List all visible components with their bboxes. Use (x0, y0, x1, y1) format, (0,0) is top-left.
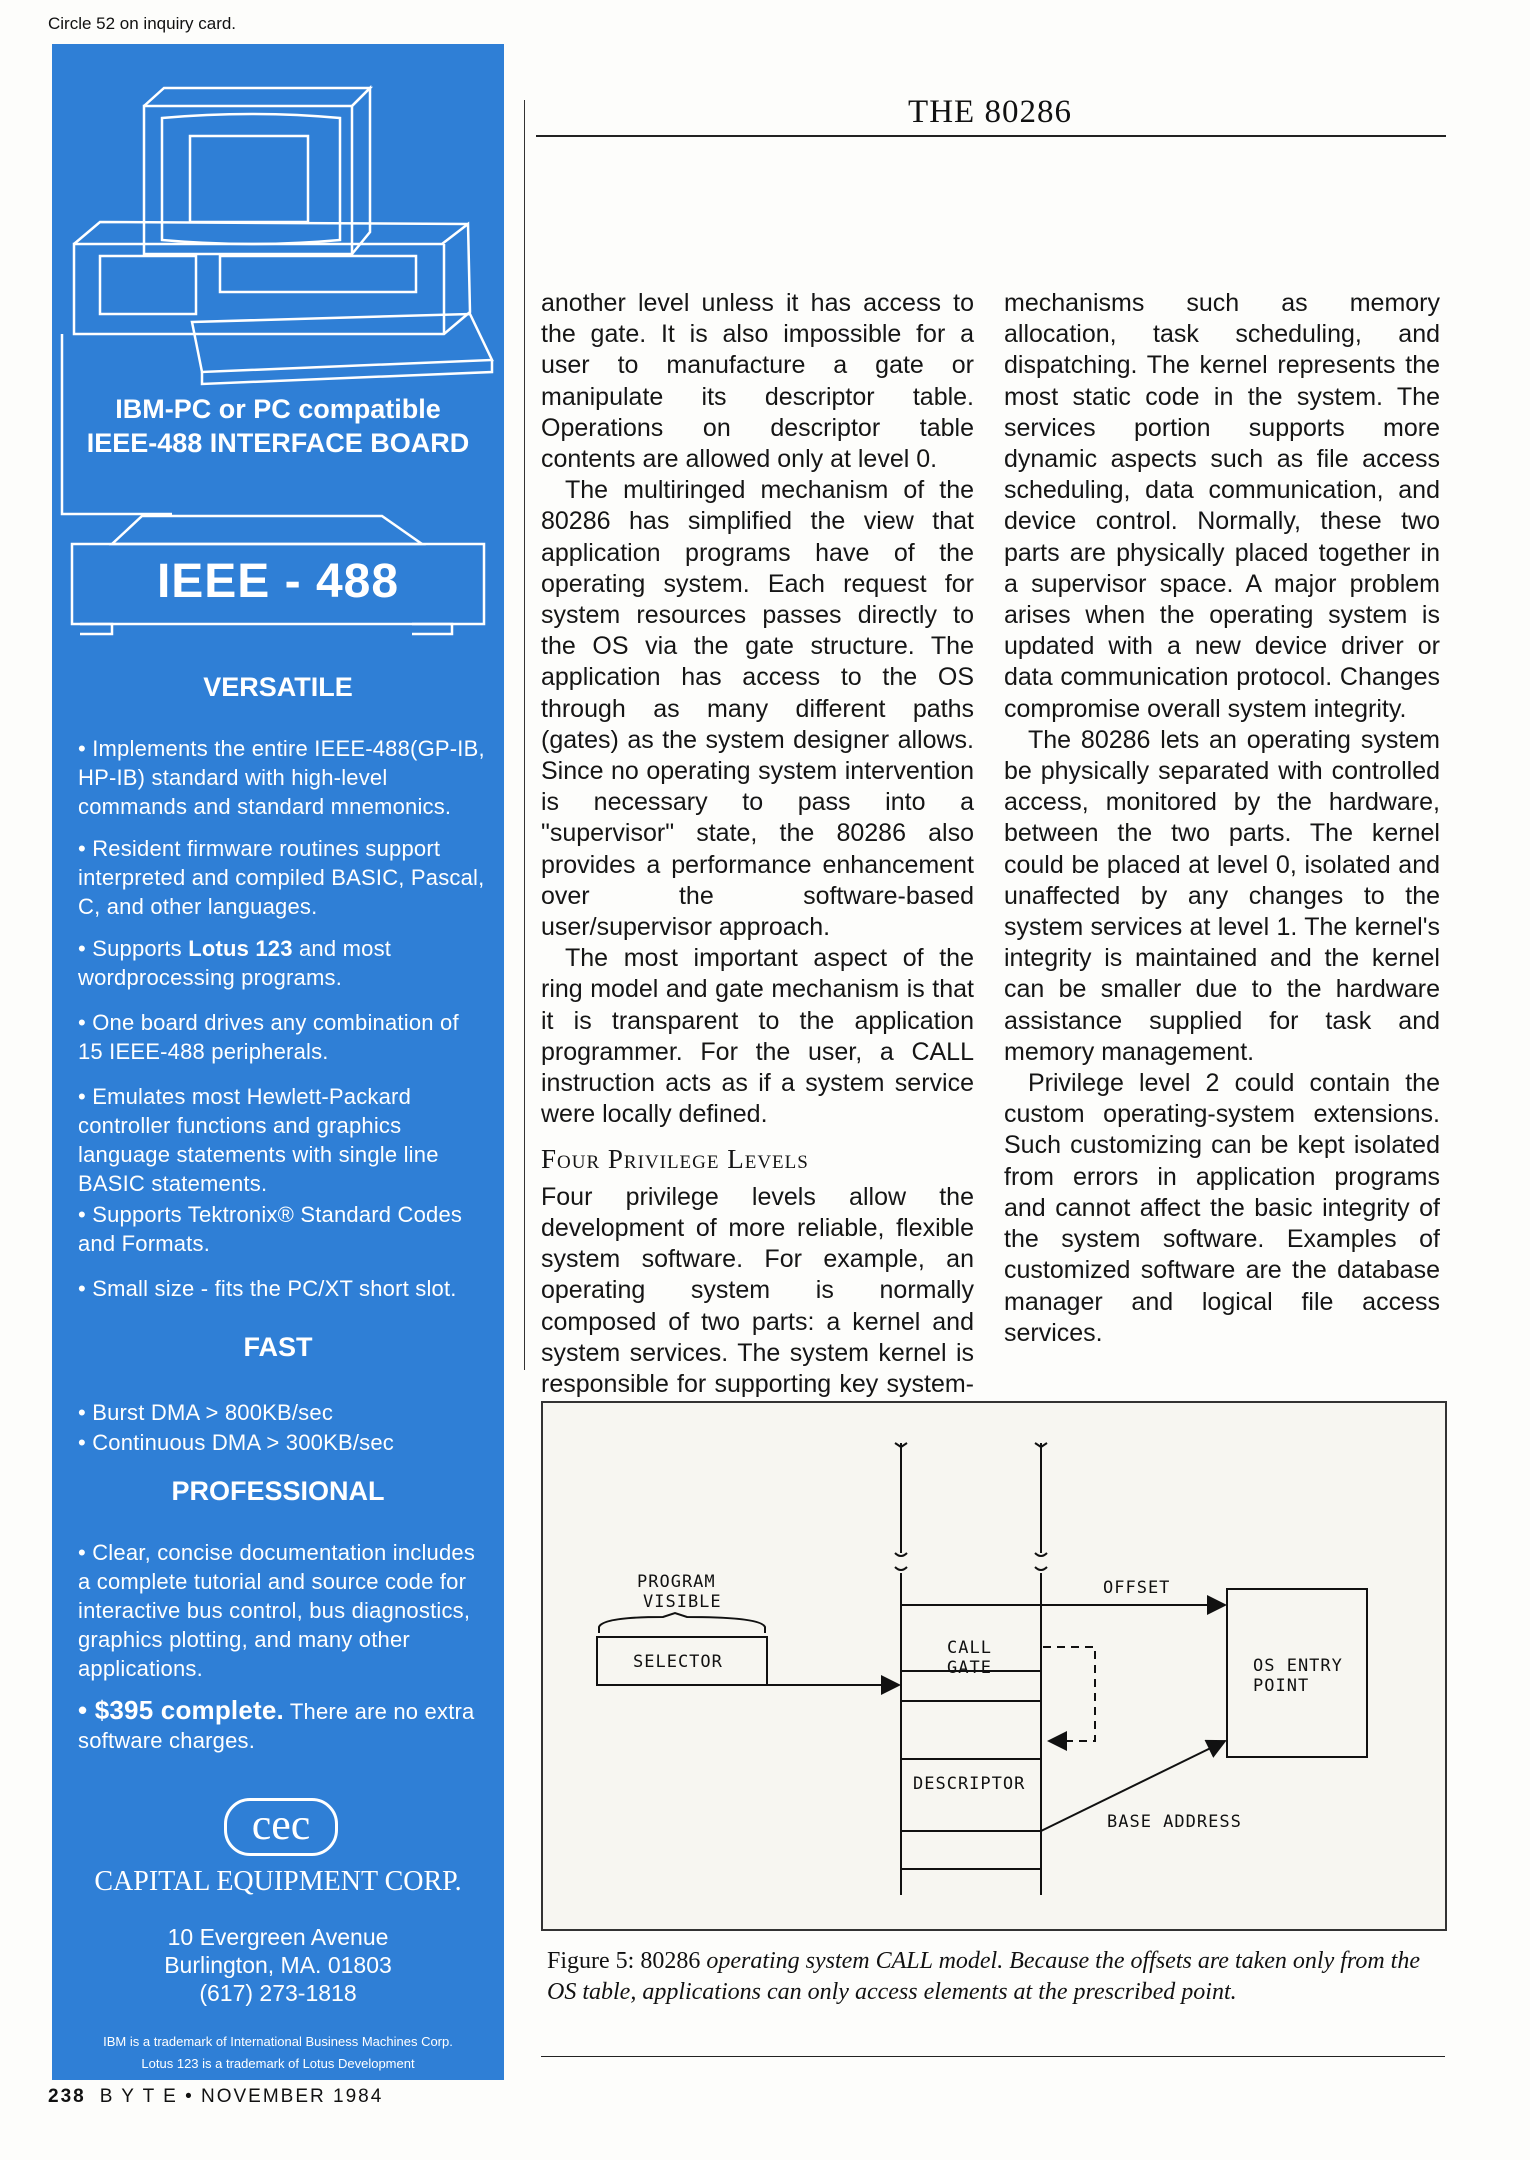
address-line1: 10 Evergreen Avenue (167, 1924, 389, 1950)
page-number: 238 (48, 2086, 86, 2107)
price-line: • $395 complete. There are no extra software charges. (78, 1695, 475, 1753)
paragraph: Privilege level 2 could contain the custom operating-system extensions. Such customizing can be kept isolated from errors in application programs and cannot affect the basic integrity of the system software. Examples of customized software are the database manager and logical file access services. (1004, 1069, 1440, 1347)
ad-bullet: • Small size - fits the PC/XT short slot. (78, 1276, 457, 1301)
ad-bullet: • Supports Tektronix® Standard Codes and Formats. (78, 1202, 463, 1256)
inquiry-card-note: Circle 52 on inquiry card. (48, 14, 237, 33)
ad-bullet: • Emulates most Hewlett-Packard controller functions and graphics language statements with single line BASIC statements. (78, 1084, 439, 1196)
address-line2: Burlington, MA. 01803 (164, 1952, 392, 1978)
cec-logo: cec (224, 1798, 338, 1856)
ad-bullet: • Supports Lotus 123 and most wordprocessing programs. (78, 936, 392, 990)
descriptor-label: DESCRIPTOR (913, 1774, 1026, 1794)
header-rule (536, 135, 1446, 137)
fast-item: • Continuous DMA > 300KB/sec (78, 1430, 394, 1455)
advertisement (52, 44, 504, 2080)
paragraph: The most important aspect of the ring model and gate mechanism is that it is transparent to the application programmer. For the user, a CALL instruction acts as if a system service were locally defined. (541, 944, 974, 1129)
paragraph: Four privilege levels allow the development of more reliable, flexible system software. For example, an operating system is normally composed of two parts: a kernel and system services. The system kernel is responsible for supporting key system- (541, 1182, 974, 1398)
magazine-issue: B Y T E • NOVEMBER 1984 (99, 2086, 384, 2107)
ieee-board-label: IEEE - 488 (156, 555, 400, 608)
selector-label: SELECTOR (633, 1652, 723, 1672)
fast-heading: FAST (243, 1332, 313, 1362)
company-name: CAPITAL EQUIPMENT CORP. (94, 1866, 462, 1897)
professional-heading: PROFESSIONAL (171, 1476, 385, 1506)
call-gate-label: GATE (947, 1658, 992, 1678)
ad-bullet: • Resident firmware routines support interpreted and compiled BASIC, Pascal, C, and other languages. (78, 836, 485, 919)
article-column-2 (1004, 288, 1440, 1349)
phone-number: (617) 273-1818 (199, 1980, 357, 2006)
ad-bullet: • One board drives any combination of 15 IEEE-488 peripherals. (78, 1010, 459, 1064)
figure-5-diagram (541, 1401, 1447, 1931)
ad-bullet: • Implements the entire IEEE-488(GP-IB, HP-IB) standard with high-level commands and standard mnemonics. (78, 736, 485, 819)
program-visible-label: PROGRAM (637, 1572, 716, 1592)
paragraph: The 80286 lets an operating system be physically separated with controlled access, monitored by the hardware, between the two parts. The kernel could be placed at level 0, isolated and unaffected by any changes to the system services at level 1. The kernel's integrity is maintained and the kernel can be smaller due to the hardware assistance supplied for task and memory management. (1004, 725, 1440, 1066)
ad-bullet: • Clear, concise documentation includes a complete tutorial and source code for interactive bus control, bus diagnostics, graphics plotting, and many other applications. (78, 1540, 476, 1681)
paragraph: another level unless it has access to the gate. It is also impossible for a user to manufacture a gate or manipulate its descriptor table. Operations on descriptor table contents are allowed only at level 0. (541, 289, 974, 474)
page-footer (48, 2086, 383, 2108)
ad-headline-line2: IEEE-488 INTERFACE BOARD (86, 428, 470, 458)
paragraph: The multiringed mechanism of the 80286 has simplified the view that application programs have of the operating system. Each request for system resources passes directly to the OS via the gate structure. The application has access to the OS through as many different paths (gates) as the system designer allows. Since no operating system intervention is necessary to pass into a "supervisor" state, the 80286 also provides a performance enhancement over the software-based user/supervisor approach. (541, 476, 974, 942)
trademark-note: Lotus 123 is a trademark of Lotus Development (141, 2056, 415, 2071)
call-gate-label: CALL (947, 1638, 992, 1658)
figure-caption: Figure 5: 80286 operating system CALL model. Because the offsets are taken only from the OS table, applications can only access elements at the prescribed point. (547, 1948, 1420, 2005)
os-entry-label: OS ENTRY (1253, 1656, 1343, 1676)
column-divider (524, 100, 525, 1370)
offset-label: OFFSET (1103, 1578, 1171, 1598)
program-visible-label: VISIBLE (643, 1592, 722, 1612)
section-heading: Four Privilege Levels (541, 1144, 809, 1175)
call-model-diagram (543, 1403, 1445, 1929)
paragraph: mechanisms such as memory allocation, task scheduling, and dispatching. The kernel represents the most static code in the system. The services portion supports more dynamic aspects such as file access scheduling, data communication, and device control. Normally, these two parts are physically placed together in a supervisor space. A major problem arises when the operating system is updated with a new device driver or data communication protocol. Changes compromise overall system integrity. (1004, 289, 1440, 723)
versatile-heading: VERSATILE (203, 672, 353, 702)
article-column-1 (541, 288, 974, 1431)
trademark-note: IBM is a trademark of International Business Machines Corp. (103, 2034, 453, 2049)
fast-item: • Burst DMA > 800KB/sec (78, 1400, 334, 1425)
article-header: THE 80286 (908, 94, 1072, 130)
base-address-label: BASE ADDRESS (1107, 1812, 1242, 1832)
caption-rule (541, 2056, 1445, 2057)
os-entry-label: POINT (1253, 1676, 1310, 1696)
ad-headline-line1: IBM-PC or PC compatible (115, 394, 441, 424)
